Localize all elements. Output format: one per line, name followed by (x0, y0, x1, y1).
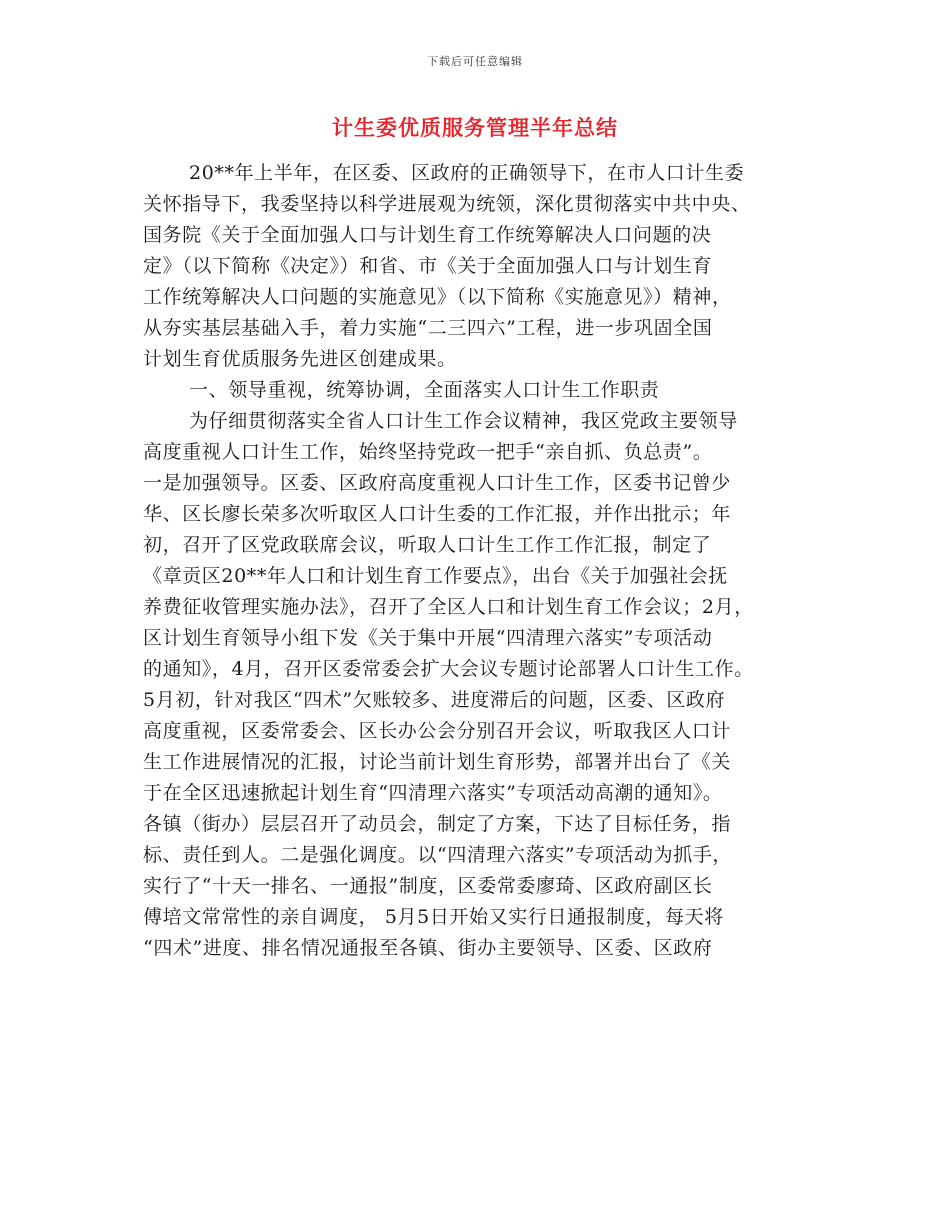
paragraph-line: 高度重视人口计生工作，始终坚持党政一把手“亲自抓、负总责”。 (143, 441, 713, 463)
document-body (143, 158, 803, 964)
header-note: 下载后可任意编辑 (427, 55, 523, 68)
paragraph-line: 华、区长廖长荣多次听取区人口计生委的工作汇报，并作出批示；年 (143, 503, 732, 525)
paragraph-line: 区计划生育领导小组下发《关于集中开展“四清理六落实”专项活动 (143, 627, 713, 649)
paragraph-line: 一是加强领导。区委、区政府高度重视人口计生工作，区委书记曾少 (143, 472, 732, 494)
paragraph-line: 定》（以下简称《决定》）和省、市《关于全面加强人口与计划生育 (143, 255, 713, 277)
paragraph-line: 《章贡区20**年人口和计划生育工作要点》，出台《关于加强社会抚 (143, 565, 728, 587)
paragraph-line: 初，召开了区党政联席会议，听取人口计生工作工作汇报，制定了 (143, 534, 712, 556)
paragraph-line: 的通知》，4月，召开区委常委会扩大会议专题讨论部署人口计生工作。 (143, 658, 754, 680)
paragraph-line: 从夯实基层基础入手，着力实施“二三四六”工程，进一步巩固全国 (143, 317, 713, 339)
paragraph-line: 为仔细贯彻落实全省人口计生工作会议精神，我区党政主要领导 (189, 410, 738, 432)
document-title: 计生委优质服务管理半年总结 (332, 115, 618, 140)
section-heading: 一、领导重视，统筹协调，全面落实人口计生工作职责 (189, 379, 660, 401)
paragraph-line: 于在全区迅速掀起计划生育“四清理六落实”专项活动高潮的通知》。 (143, 782, 723, 804)
paragraph-line: 养费征收管理实施办法》，召开了全区人口和计划生育工作会议；2月， (143, 596, 754, 618)
paragraph-line: 实行了“十天一排名、一通报”制度，区委常委廖琦、区政府副区长 (143, 875, 713, 897)
paragraph-line: 国务院《关于全面加强人口与计划生育工作统筹解决人口问题的决 (143, 224, 712, 246)
paragraph-line: 傅培文常常性的亲自调度， 5月5日开始又实行日通报制度，每天将 (143, 906, 724, 928)
paragraph-line: 20**年上半年，在区委、区政府的正确领导下，在市人口计生委 (189, 162, 745, 184)
paragraph-line: 标、责任到人。二是强化调度。以“四清理六落实”专项活动为抓手， (143, 844, 733, 866)
paragraph-line: 各镇（街办）层层召开了动员会，制定了方案，下达了目标任务，指 (143, 813, 732, 835)
paragraph-line: 生工作进展情况的汇报，讨论当前计划生育形势，部署并出台了《关 (143, 751, 732, 773)
paragraph-line: 关怀指导下，我委坚持以科学进展观为统领，深化贯彻落实中共中央、 (143, 193, 751, 215)
paragraph-line: 工作统筹解决人口问题的实施意见》（以下简称《实施意见》）精神， (143, 286, 732, 308)
paragraph-line: 计划生育优质服务先进区创建成果。 (143, 348, 457, 370)
paragraph-line: “四术”进度、排名情况通报至各镇、街办主要领导、区委、区政府 (143, 937, 713, 959)
paragraph-line: 高度重视，区委常委会、区长办公会分别召开会议，听取我区人口计 (143, 720, 732, 742)
paragraph-line: 5月初，针对我区“四术”欠账较多、进度滞后的问题，区委、区政府 (143, 689, 726, 711)
